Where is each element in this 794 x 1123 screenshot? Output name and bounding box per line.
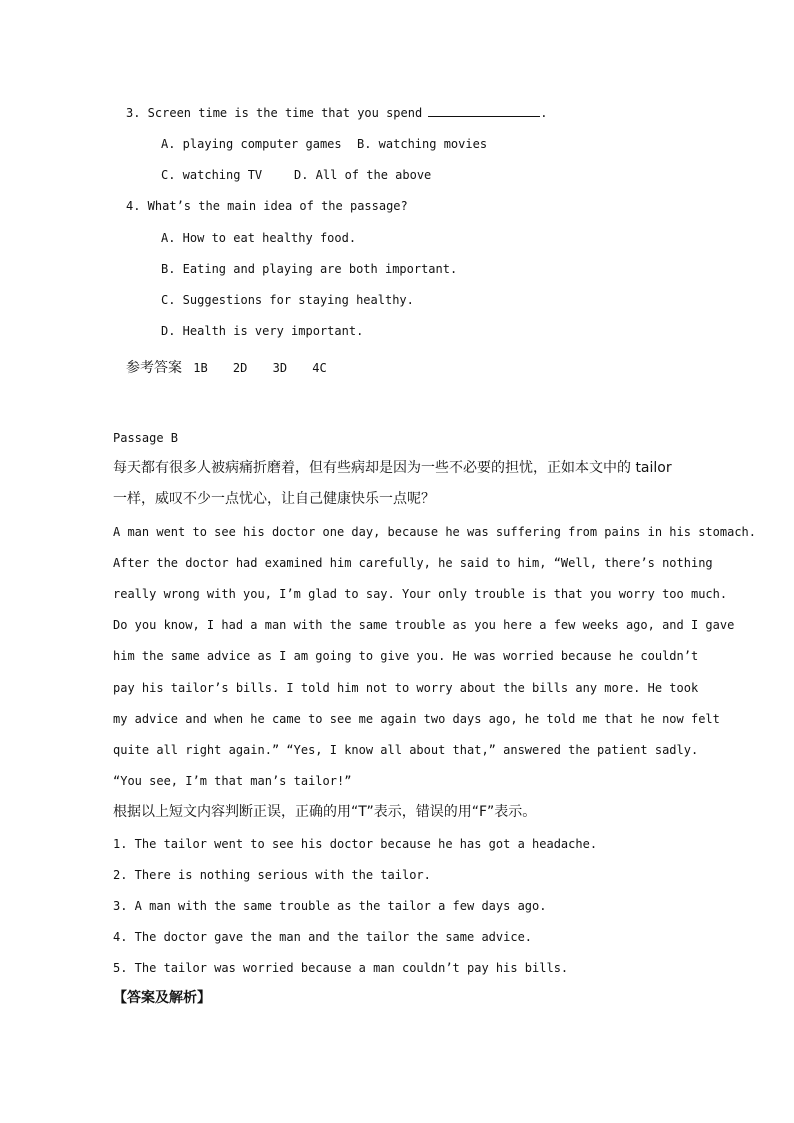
passage-body-line: my advice and when he came to see me again two days ago, he told me that he now felt — [113, 712, 720, 726]
passage-body-line: “You see, I’m that man’s tailor!” — [113, 774, 352, 788]
answer-heading: 【答案及解析】 — [113, 990, 211, 1006]
passage-intro-line-1: 每天都有很多人被病痛折磨着，但有些病却是因为一些不必要的担忧，正如本文中的 tailor — [113, 460, 672, 476]
question-4-option-c: C. Suggestions for staying healthy. — [161, 293, 414, 307]
question-3-option-b: B. watching movies — [357, 137, 488, 151]
statement-2: 2. There is nothing serious with the tailor. — [113, 868, 431, 882]
statement-4: 4. The doctor gave the man and the tailor the same advice. — [113, 930, 533, 944]
question-4-option-a: A. How to eat healthy food. — [161, 231, 357, 245]
passage-body-line: quite all right again.” “Yes, I know all about that,” answered the patient sadly. — [113, 743, 699, 757]
instruction: 根据以上短文内容判断正误，正确的用“T”表示，错误的用“F”表示。 — [113, 804, 537, 820]
question-3-option-d: D. All of the above — [294, 168, 432, 182]
answer-label: 参考答案 — [126, 360, 182, 376]
passage-body-line: A man went to see his doctor one day, because he was suffering from pains in his stomach. — [113, 525, 756, 539]
statement-5: 5. The tailor was worried because a man couldn’t pay his bills. — [113, 961, 569, 975]
question-4-option-d: D. Health is very important. — [161, 324, 364, 338]
answer-3: 3D — [272, 361, 288, 375]
passage-body-line: pay his tailor’s bills. I told him not to worry about the bills any more. He took — [113, 681, 699, 695]
question-3-option-c: C. watching TV — [161, 168, 263, 182]
answer-2: 2D — [232, 361, 248, 375]
question-4-stem: 4. What’s the main idea of the passage? — [126, 199, 408, 213]
statement-3: 3. A man with the same trouble as the tailor a few days ago. — [113, 899, 547, 913]
passage-body-line: him the same advice as I am going to give you. He was worried because he couldn’t — [113, 649, 699, 663]
passage-title: Passage B — [113, 431, 179, 445]
statement-1: 1. The tailor went to see his doctor because he has got a headache. — [113, 837, 598, 851]
question-3-stem: 3. Screen time is the time that you spend — [126, 106, 423, 120]
question-3-option-a: A. playing computer games — [161, 137, 342, 151]
question-4-option-b: B. Eating and playing are both important. — [161, 262, 458, 276]
answer-blank — [428, 105, 540, 117]
question-3: 3. Screen time is the time that you spend . — [126, 106, 548, 120]
reference-answers — [126, 360, 327, 376]
passage-intro-line-2: 一样，威叹不少一点忧心，让自己健康快乐一点呢？ — [113, 491, 435, 507]
passage-body-line: really wrong with you, I’m glad to say. Your only trouble is that you worry too much. — [113, 587, 728, 601]
answer-4: 4C — [312, 361, 327, 375]
passage-body-line: After the doctor had examined him carefully, he said to him, “Well, there’s nothing — [113, 556, 713, 570]
answer-1: 1B — [193, 361, 208, 375]
passage-body-line: Do you know, I had a man with the same trouble as you here a few weeks ago, and I gave — [113, 618, 735, 632]
